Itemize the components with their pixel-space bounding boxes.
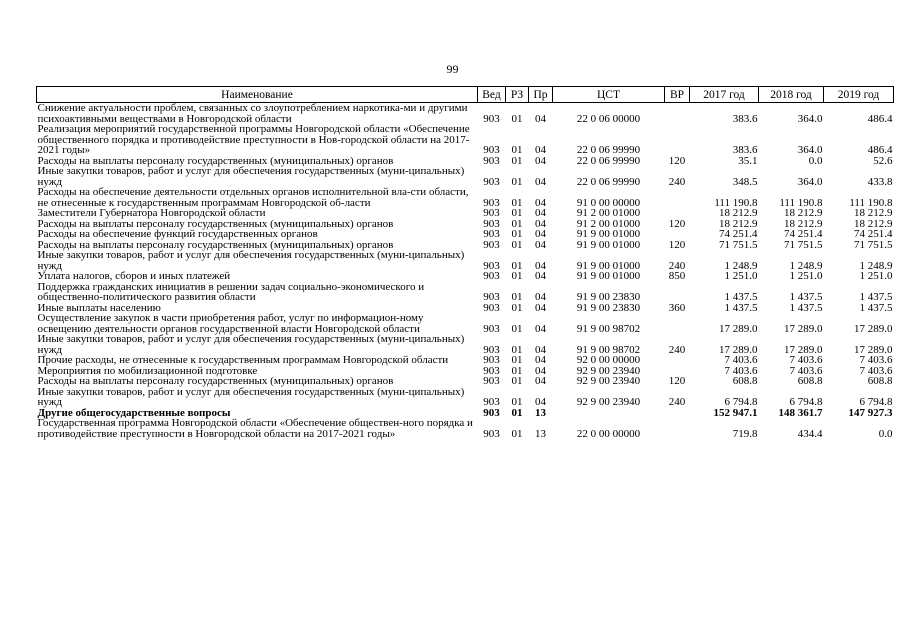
table-row: [37, 271, 894, 282]
cell-pr: 04: [535, 354, 546, 366]
cell-pr: 04: [535, 396, 546, 408]
cell-pr: 04: [535, 270, 546, 282]
cell-vr: [665, 313, 690, 334]
cell-pr: 04: [535, 364, 546, 377]
cell-pr: 04: [535, 301, 546, 314]
cell-rz: 01: [511, 396, 523, 408]
cell-2019: 0.0: [878, 427, 893, 440]
cell-2018: 608.8: [797, 375, 823, 387]
cell-name: Расходы на выплаты персоналу государственных (муниципальных) органов: [37, 154, 394, 167]
cell-pr: 04: [535, 207, 546, 219]
cell-rz: 01: [511, 196, 523, 209]
cell-cst: 91 2 00 01000: [576, 217, 641, 230]
cell-2018: 0.0: [808, 154, 823, 167]
cell-2018: 6 794.8: [789, 396, 823, 408]
cell-ved: 903: [483, 207, 500, 219]
table-row: [37, 418, 894, 439]
cell-rz: 01: [511, 322, 523, 335]
cell-vr: 120: [668, 154, 686, 167]
cell-pr: 04: [535, 175, 546, 188]
cell-vr: 240: [668, 259, 686, 272]
table-row: [37, 166, 894, 187]
cell-cst: 91 9 00 23830: [576, 301, 641, 314]
cell-cst: 22 0 06 00000: [576, 112, 641, 125]
table-row: [37, 282, 894, 303]
cell-vr: [665, 418, 690, 439]
header-vr: ВР: [665, 87, 690, 103]
cell-name: Уплата налогов, сборов и иных платежей: [37, 270, 231, 282]
cell-ved: 903: [483, 112, 500, 125]
cell-vr: [665, 103, 690, 125]
cell-name: Иные закупки товаров, работ и услуг для обеспечения государственных (муни-ципальных) нужд: [37, 165, 465, 188]
header-2019: 2019 год: [824, 87, 894, 103]
cell-2019: 17 289.0: [854, 343, 893, 356]
cell-2018: 7 403.6: [789, 364, 823, 377]
table-row: [37, 387, 894, 408]
cell-rz: 01: [511, 112, 523, 125]
cell-vr: 120: [668, 375, 686, 387]
cell-rz: 01: [511, 375, 523, 387]
cell-2017: 7 403.6: [724, 364, 758, 377]
cell-ved: 903: [483, 175, 500, 188]
cell-2018: 364.0: [797, 112, 823, 125]
cell-name: Поддержка гражданских инициатив в решении задач социально-экономического и общественно-политического развития области: [37, 280, 425, 303]
cell-2019: 18 212.9: [854, 217, 893, 230]
cell-2018: 1 251.0: [789, 270, 823, 282]
cell-pr: 04: [535, 154, 546, 167]
budget-table: [36, 86, 894, 439]
cell-2018: 364.0: [797, 144, 823, 156]
cell-ved: 903: [483, 343, 500, 356]
cell-2018: 7 403.6: [789, 354, 823, 366]
table-row: [37, 103, 894, 125]
cell-2017: 1 251.0: [724, 270, 758, 282]
cell-2019: 52.6: [873, 154, 893, 167]
cell-name: Осуществление закупок в части приобретения работ, услуг по информацион-ному освещению деятельности органов государственной власти Новгородской области: [37, 312, 424, 335]
table-row: [37, 313, 894, 334]
cell-vr: 120: [668, 217, 686, 230]
cell-2018: 1 437.5: [789, 291, 823, 303]
cell-rz: 01: [511, 291, 523, 303]
cell-2018: 434.4: [797, 427, 823, 440]
table-body: [37, 103, 894, 440]
cell-rz: 01: [511, 427, 523, 440]
cell-2019: 18 212.9: [854, 207, 893, 219]
cell-2018: 18 212.9: [784, 217, 823, 230]
cell-cst: 91 2 00 01000: [576, 207, 641, 219]
cell-2017: 6 794.8: [724, 396, 758, 408]
table-row: [37, 187, 894, 208]
cell-rz: 01: [511, 175, 523, 188]
cell-rz: 01: [511, 343, 523, 356]
cell-ved: 903: [483, 427, 500, 440]
cell-cst: 92 0 00 00000: [576, 354, 641, 366]
cell-2019: 7 403.6: [859, 364, 893, 377]
cell-rz: 01: [511, 207, 523, 219]
cell-2019: 17 289.0: [854, 322, 893, 335]
cell-2017: 74 251.4: [719, 228, 758, 240]
cell-name: Расходы на выплаты персоналу государственных (муниципальных) органов: [37, 217, 394, 230]
cell-2019: 608.8: [867, 375, 893, 387]
cell-2019: 486.4: [867, 112, 893, 125]
cell-pr: 04: [535, 322, 546, 335]
cell-vr: [665, 408, 690, 419]
cell-2017: 348.5: [732, 175, 758, 188]
header-ved: Вед: [478, 87, 506, 103]
cell-pr: 04: [535, 112, 546, 125]
cell-ved: 903: [483, 364, 500, 377]
cell-2019: 433.8: [867, 175, 893, 188]
cell-2019: 486.4: [867, 144, 893, 156]
cell-vr: 240: [668, 175, 686, 188]
cell-name: Расходы на выплаты персоналу государственных (муниципальных) органов: [37, 375, 394, 387]
cell-name: Иные закупки товаров, работ и услуг для обеспечения государственных (муни-ципальных) нужд: [37, 249, 465, 272]
cell-ved: 903: [483, 270, 500, 282]
cell-vr: 240: [668, 343, 686, 356]
cell-2017: 1 437.5: [724, 291, 758, 303]
cell-rz: 01: [511, 259, 523, 272]
cell-2017: 18 212.9: [719, 207, 758, 219]
cell-name: Иные закупки товаров, работ и услуг для обеспечения государственных (муни-ципальных) нужд: [37, 333, 465, 356]
table-row: [37, 334, 894, 355]
cell-2019: 1 251.0: [859, 270, 893, 282]
cell-2017: 1 437.5: [724, 301, 758, 314]
cell-vr: 120: [668, 238, 686, 251]
cell-name: Прочие расходы, не отнесенные к государственным программам Новгородской области: [37, 354, 449, 366]
cell-vr: [665, 229, 690, 240]
cell-cst: 91 9 00 01000: [576, 228, 641, 240]
cell-2017: 35.1: [738, 154, 758, 167]
cell-pr: 04: [535, 291, 546, 303]
cell-name: Заместители Губернатора Новгородской области: [37, 207, 266, 219]
cell-pr: 04: [535, 228, 546, 240]
cell-rz: 01: [511, 301, 523, 314]
cell-rz: 01: [511, 144, 523, 156]
cell-rz: 01: [511, 154, 523, 167]
cell-name: Государственная программа Новгородской области «Обеспечение обществен-ного порядка и противодействие преступности в Новгородской области на 2017-2021 годы»: [37, 417, 473, 440]
cell-rz: 01: [511, 238, 523, 251]
table-row: [37, 229, 894, 240]
cell-cst: 92 9 00 23940: [576, 364, 641, 377]
cell-ved: 903: [483, 238, 500, 251]
cell-pr: 13: [535, 427, 546, 440]
cell-vr: [665, 124, 690, 156]
cell-vr: 360: [668, 301, 686, 314]
cell-2017: 383.6: [732, 144, 758, 156]
cell-name: Мероприятия по мобилизационной подготовке: [37, 364, 258, 377]
table-row: [37, 124, 894, 156]
table-row: [37, 250, 894, 271]
cell-2019: 6 794.8: [859, 396, 893, 408]
cell-2019: 74 251.4: [854, 228, 893, 240]
cell-pr: 04: [535, 144, 546, 156]
cell-2018: 148 361.7: [778, 406, 823, 419]
cell-cst: 22 0 00 00000: [576, 427, 641, 440]
cell-ved: 903: [483, 354, 500, 366]
cell-cst: 91 9 00 98702: [576, 322, 641, 335]
cell-cst: 92 9 00 23940: [576, 396, 641, 408]
cell-2017: 152 947.1: [713, 406, 758, 419]
cell-ved: 903: [483, 406, 500, 419]
cell-vr: [665, 187, 690, 208]
cell-pr: 13: [535, 406, 546, 419]
cell-2017: 17 289.0: [719, 343, 758, 356]
cell-ved: 903: [483, 301, 500, 314]
cell-2019: 147 927.3: [848, 406, 893, 419]
cell-ved: 903: [483, 291, 500, 303]
cell-2017: 608.8: [732, 375, 758, 387]
cell-name: Иные выплаты населению: [37, 301, 161, 314]
cell-2019: 111 190.8: [849, 196, 893, 209]
table-row: [37, 355, 894, 366]
cell-2017: 17 289.0: [719, 322, 758, 335]
cell-2018: 1 437.5: [789, 301, 823, 314]
cell-2017: 719.8: [732, 427, 758, 440]
cell-name: Расходы на обеспечение функций государственных органов: [37, 228, 318, 240]
cell-name: Иные закупки товаров, работ и услуг для обеспечения государственных (муни-ципальных) нужд: [37, 385, 465, 408]
cell-cst: 92 9 00 23940: [576, 375, 641, 387]
cell-ved: 903: [483, 322, 500, 335]
cell-ved: 903: [483, 217, 500, 230]
cell-2019: 7 403.6: [859, 354, 893, 366]
cell-2019: 1 437.5: [859, 291, 893, 303]
cell-cst: 91 9 00 01000: [576, 270, 641, 282]
cell-vr: 850: [668, 270, 686, 282]
cell-name: Реализация мероприятий государственной программы Новгородской области «Обеспечение общественного порядка и противодействие преступности в Нов-городской области на 2017-2021 годы»: [37, 123, 470, 156]
cell-rz: 01: [511, 364, 523, 377]
cell-2019: 1 248.9: [859, 259, 893, 272]
cell-cst: 91 9 00 01000: [576, 238, 641, 251]
cell-2017: 18 212.9: [719, 217, 758, 230]
cell-rz: 01: [511, 354, 523, 366]
table-row: [37, 376, 894, 387]
cell-ved: 903: [483, 196, 500, 209]
cell-2017: 7 403.6: [724, 354, 758, 366]
cell-2018: 17 289.0: [784, 322, 823, 335]
cell-2018: 71 751.5: [784, 238, 823, 251]
cell-2018: 1 248.9: [789, 259, 823, 272]
cell-cst: 91 0 00 00000: [576, 196, 641, 209]
cell-rz: 01: [511, 406, 523, 419]
cell-pr: 04: [535, 238, 546, 251]
header-rz: РЗ: [506, 87, 529, 103]
header-name: Наименование: [37, 87, 478, 103]
cell-pr: 04: [535, 217, 546, 230]
cell-ved: 903: [483, 228, 500, 240]
cell-ved: 903: [483, 144, 500, 156]
page-number: 99: [446, 62, 459, 76]
cell-name: Другие общегосударственные вопросы: [37, 406, 231, 419]
cell-vr: 240: [668, 396, 686, 408]
cell-cst: [553, 408, 665, 419]
cell-name: Расходы на обеспечение деятельности отдельных органов исполнительной вла-сти области, не отнесенные к государственным программам Новгородской об-ласти: [37, 186, 469, 209]
table-row: [37, 208, 894, 219]
cell-rz: 01: [511, 270, 523, 282]
cell-name: Снижение актуальности проблем, связанных со злоупотреблением наркотика-ми и другими психоактивными веществами в Новгородской области: [37, 102, 468, 125]
cell-rz: 01: [511, 217, 523, 230]
cell-vr: [665, 355, 690, 366]
cell-ved: 903: [483, 375, 500, 387]
cell-cst: 22 0 06 99990: [576, 144, 641, 156]
cell-rz: 01: [511, 228, 523, 240]
cell-ved: 903: [483, 154, 500, 167]
cell-cst: 91 9 00 01000: [576, 259, 641, 272]
cell-cst: 22 0 06 99990: [576, 175, 641, 188]
cell-2018: 74 251.4: [784, 228, 823, 240]
header-2018: 2018 год: [759, 87, 824, 103]
table-header-row: [37, 87, 894, 103]
header-cst: ЦСТ: [553, 87, 665, 103]
cell-pr: 04: [535, 259, 546, 272]
cell-2019: 1 437.5: [859, 301, 893, 314]
cell-2019: 71 751.5: [854, 238, 893, 251]
cell-pr: 04: [535, 375, 546, 387]
cell-ved: 903: [483, 259, 500, 272]
cell-2017: 71 751.5: [719, 238, 758, 251]
cell-pr: 04: [535, 343, 546, 356]
cell-cst: 91 9 00 23830: [576, 291, 641, 303]
cell-name: Расходы на выплаты персоналу государственных (муниципальных) органов: [37, 238, 394, 251]
header-2017: 2017 год: [690, 87, 759, 103]
cell-pr: 04: [535, 196, 546, 209]
cell-2017: 1 248.9: [724, 259, 758, 272]
cell-2017: 383.6: [732, 112, 758, 125]
cell-ved: 903: [483, 396, 500, 408]
cell-cst: 22 0 06 99990: [576, 154, 641, 167]
header-pr: Пр: [529, 87, 553, 103]
cell-2018: 111 190.8: [779, 196, 823, 209]
cell-2017: 111 190.8: [714, 196, 758, 209]
cell-vr: [665, 282, 690, 303]
cell-2018: 18 212.9: [784, 207, 823, 219]
cell-2018: 364.0: [797, 175, 823, 188]
cell-2018: 17 289.0: [784, 343, 823, 356]
cell-cst: 91 9 00 98702: [576, 343, 641, 356]
cell-vr: [665, 208, 690, 219]
